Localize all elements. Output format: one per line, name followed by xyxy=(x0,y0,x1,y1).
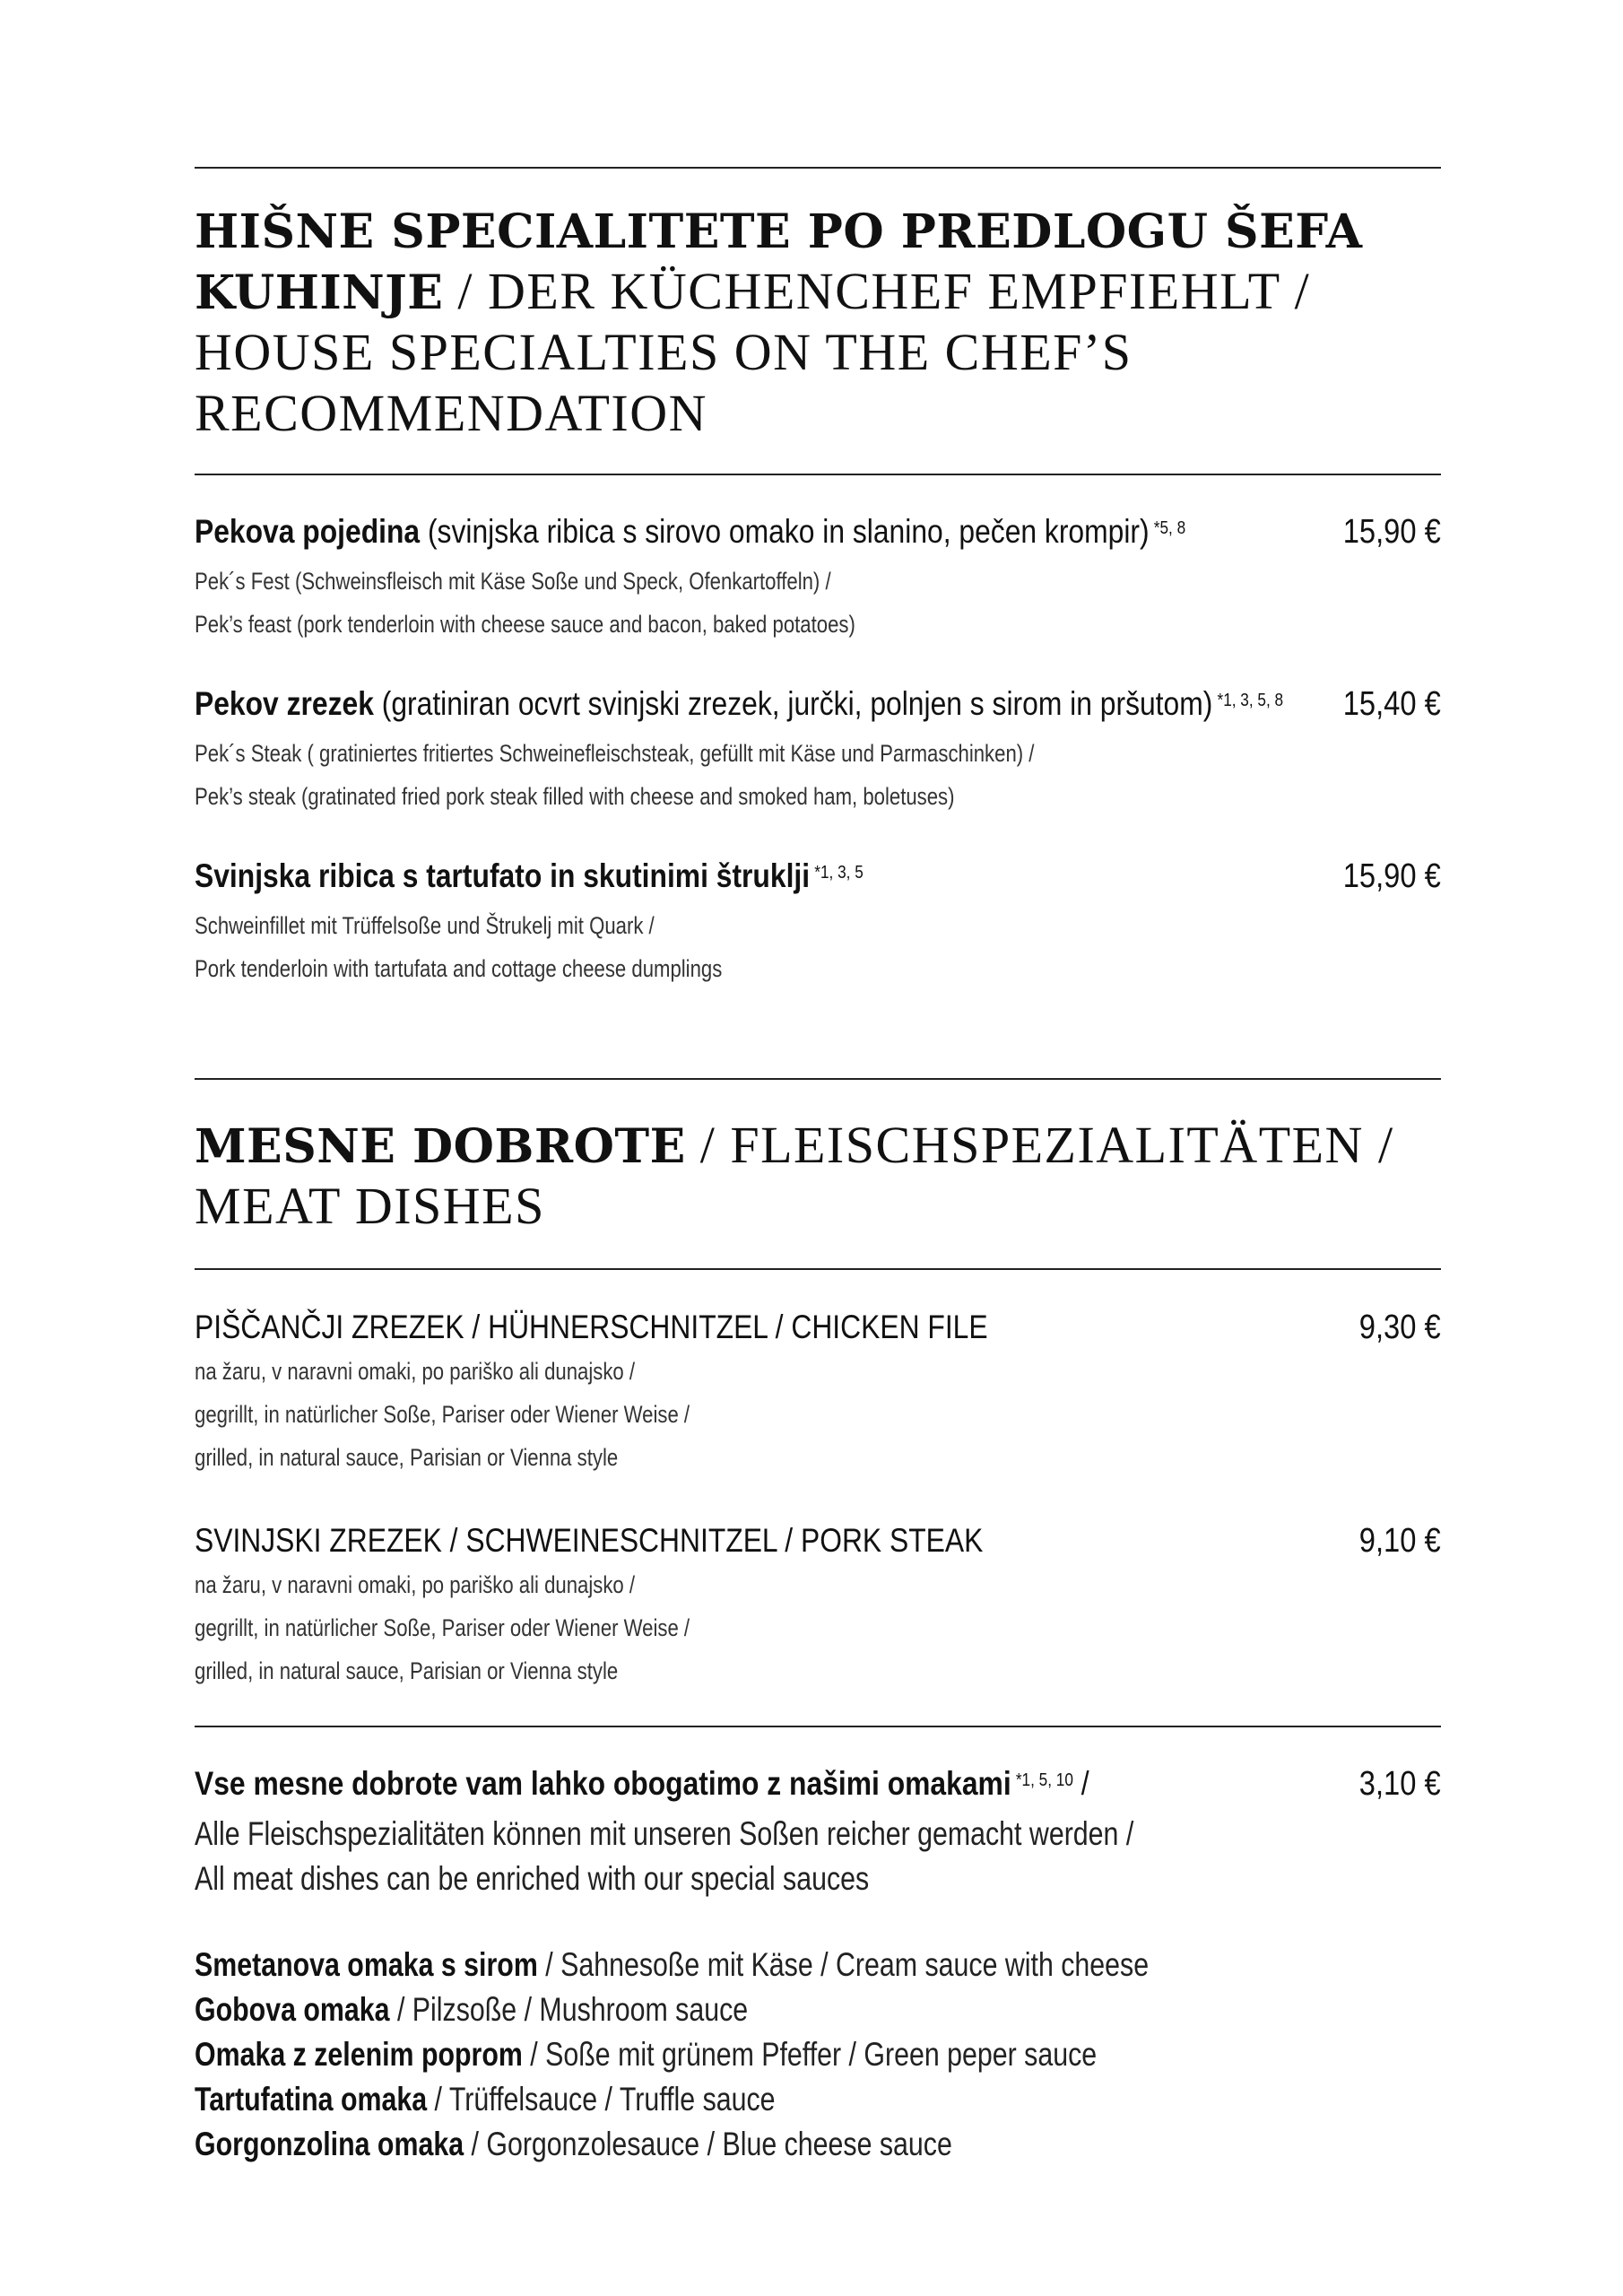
sauce-item xyxy=(195,1987,1217,2032)
section1-heading-bold-line1: HIŠNE SPECIALITETE PO PREDLOGU ŠEFA xyxy=(195,204,1363,259)
menu-item-price: 15,90 € xyxy=(1342,857,1441,895)
menu-item-sub-en: Pork tenderloin with tartufata and cottage cheese dumplings xyxy=(195,955,723,982)
section2-heading-rest-line1: / FLEISCHSPEZIALITÄTEN / xyxy=(685,1116,1394,1174)
menu-item-sub-de: Pek´s Steak ( gratiniertes fritiertes Schweinefleischsteak, gefüllt mit Käse und Parmaschinken) / xyxy=(195,740,1035,767)
menu-item-sub-sl: na žaru, v naravni omaki, po pariško ali dunajsko / xyxy=(195,1571,636,1598)
menu-item-sub-sl: na žaru, v naravni omaki, po pariško ali dunajsko / xyxy=(195,1358,636,1385)
sauce-item xyxy=(195,2122,1217,2167)
menu-item-title xyxy=(195,682,1284,732)
menu-item-sub-de: gegrillt, in natürlicher Soße, Pariser oder Wiener Weise / xyxy=(195,1401,690,1428)
menu-item-title xyxy=(195,1518,1266,1563)
menu-item-sub-en: Pek’s feast (pork tenderloin with cheese sauce and bacon, baked potatoes) xyxy=(195,611,855,638)
sauces-intro-de: Alle Fleischspezialitäten können mit unseren Soßen reicher gemacht werden / xyxy=(195,1815,1134,1852)
menu-item-sub-en: grilled, in natural sauce, Parisian or Vienna style xyxy=(195,1444,619,1471)
section2-top-rule xyxy=(195,1078,1441,1080)
section1-heading-line4: RECOMMENDATION xyxy=(195,384,707,442)
sauces-block xyxy=(195,1761,1441,1901)
sauce-name: Tartufatina omaka xyxy=(195,2081,428,2118)
menu-item-price: 15,90 € xyxy=(1342,513,1441,551)
sauces-rule xyxy=(195,1726,1441,1727)
sauces-intro-slash: / xyxy=(1072,1765,1089,1802)
sauces-intro-en: All meat dishes can be enriched with our special sauces xyxy=(195,1860,870,1897)
sauce-name: Gobova omaka xyxy=(195,1991,390,2028)
section1-top-rule xyxy=(195,167,1441,169)
menu-item-allergens: *1, 3, 5, 8 xyxy=(1217,691,1284,710)
sauce-translation: / Sahnesoße mit Käse / Cream sauce with cheese xyxy=(537,1946,1150,1983)
sauce-name: Smetanova omaka s sirom xyxy=(195,1946,538,1983)
sauce-item xyxy=(195,1943,1217,1987)
sauce-name: Omaka z zelenim poprom xyxy=(195,2036,523,2073)
section1-heading-line3: HOUSE SPECIALTIES ON THE CHEF’S xyxy=(195,323,1133,381)
menu-item-allergens: *5, 8 xyxy=(1153,518,1186,538)
menu-item-chicken-file xyxy=(195,1305,1441,1479)
menu-item-name: PIŠČANČJI ZREZEK / HÜHNERSCHNITZEL / CHICKEN FILE xyxy=(195,1309,988,1345)
sauce-translation: / Trüffelsauce / Truffle sauce xyxy=(427,2081,776,2118)
menu-item-sub-en: grilled, in natural sauce, Parisian or Vienna style xyxy=(195,1657,619,1684)
sauce-item xyxy=(195,2032,1217,2077)
menu-item-sub-en: Pek’s steak (gratinated fried pork steak filled with cheese and smoked ham, boletuses) xyxy=(195,783,955,810)
section2-heading xyxy=(195,1116,1441,1238)
sauce-name: Gorgonzolina omaka xyxy=(195,2126,464,2162)
menu-item-allergens: *1, 3, 5 xyxy=(814,863,864,883)
menu-item-name: Pekova pojedina xyxy=(195,513,421,550)
menu-item-sub-de: Pek´s Fest (Schweinsfleisch mit Käse Soße und Speck, Ofenkartoffeln) / xyxy=(195,568,831,595)
menu-item-name: SVINJSKI ZREZEK / SCHWEINESCHNITZEL / PORK STEAK xyxy=(195,1522,984,1559)
menu-item-desc: (svinjska ribica s sirovo omako in slanino, pečen krompir) xyxy=(420,513,1150,550)
menu-item-price: 9,30 € xyxy=(1359,1309,1441,1346)
menu-item-desc: (gratiniran ocvrt svinjski zrezek, jurčki, polnjen s sirom in pršutom) xyxy=(373,685,1213,722)
menu-item-title xyxy=(195,1305,1266,1350)
section1-heading-rule xyxy=(195,474,1441,475)
sauce-list xyxy=(195,1943,1441,2167)
section1-heading xyxy=(195,203,1441,445)
menu-item-name: Pekov zrezek xyxy=(195,685,374,722)
section1-heading-bold-line2: KUHINJE xyxy=(195,265,444,320)
sauces-intro-title xyxy=(195,1761,1266,1812)
menu-item-title xyxy=(195,509,1266,560)
section2-heading-bold: MESNE DOBROTE xyxy=(195,1119,686,1174)
sauce-translation: / Soße mit grünem Pfeffer / Green peper sauce xyxy=(522,2036,1098,2073)
menu-item-svinjska-ribica xyxy=(195,854,1441,990)
menu-item-price: 9,10 € xyxy=(1359,1522,1441,1560)
sauce-item xyxy=(195,2077,1217,2122)
sauce-translation: / Gorgonzolesauce / Blue cheese sauce xyxy=(464,2126,952,2162)
sauces-intro-name: Vse mesne dobrote vam lahko obogatimo z našimi omakami xyxy=(195,1765,1011,1802)
section2-heading-rule xyxy=(195,1268,1441,1270)
sauces-price: 3,10 € xyxy=(1359,1765,1441,1803)
section1-heading-rest-line2: / DER KÜCHENCHEF EMPFIEHLT / xyxy=(443,262,1311,320)
menu-item-sub-de: Schweinfillet mit Trüffelsoße und Štrukelj mit Quark / xyxy=(195,912,655,939)
section2-heading-line2: MEAT DISHES xyxy=(195,1177,545,1235)
menu-item-title xyxy=(195,854,1266,904)
sauce-translation: / Pilzsoße / Mushroom sauce xyxy=(389,1991,749,2028)
menu-item-sub-de: gegrillt, in natürlicher Soße, Pariser oder Wiener Weise / xyxy=(195,1614,690,1641)
sauces-allergens: *1, 5, 10 xyxy=(1015,1770,1073,1790)
menu-item-pekova-pojedina xyxy=(195,509,1441,646)
menu-item-name: Svinjska ribica s tartufato in skutinimi štruklji xyxy=(195,857,811,894)
menu-item-price: 15,40 € xyxy=(1342,685,1441,723)
menu-item-pekov-zrezek xyxy=(195,682,1441,818)
menu-item-pork-steak xyxy=(195,1518,1441,1692)
